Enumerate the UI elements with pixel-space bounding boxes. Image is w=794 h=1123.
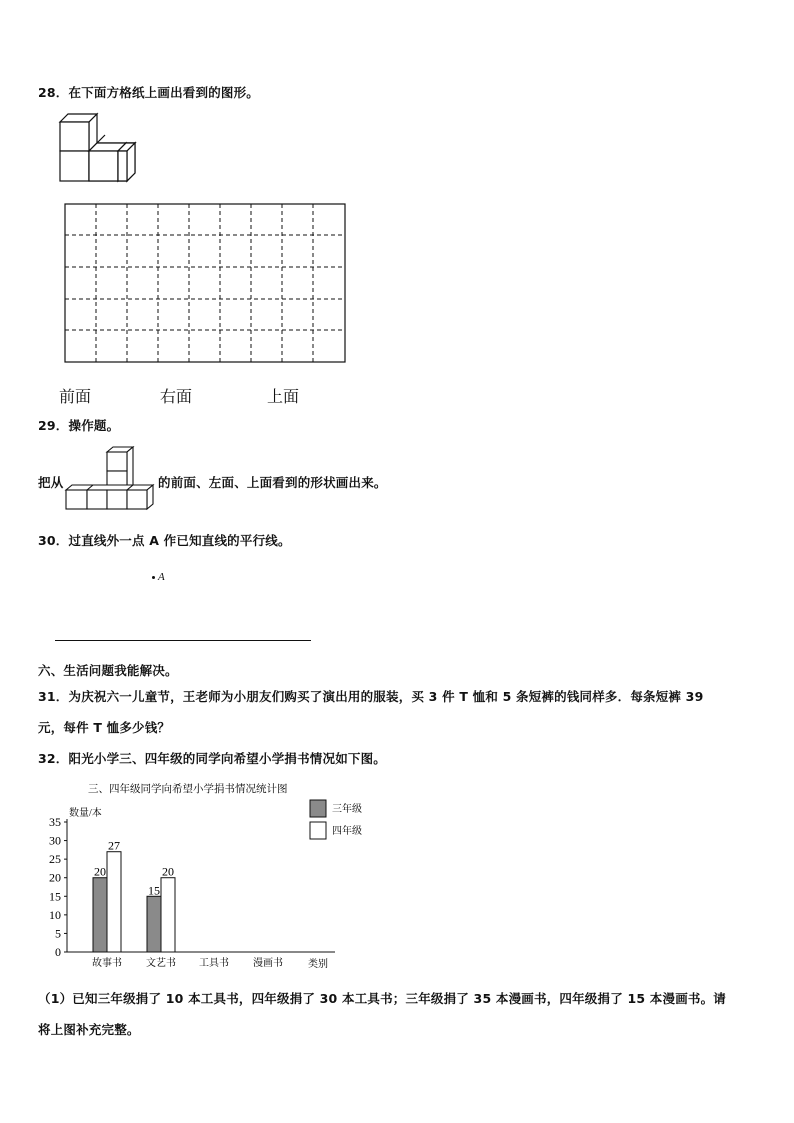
q29-line bbox=[38, 416, 119, 434]
legend-swatch-三年级 bbox=[310, 800, 326, 817]
view-label-front: 前面 bbox=[59, 389, 92, 406]
x-category-label: 工具书 bbox=[199, 958, 229, 969]
given-line bbox=[55, 640, 311, 641]
q28-number: 28． bbox=[38, 85, 69, 100]
x-axis-label: 类别 bbox=[308, 959, 328, 970]
q28-cube-figure bbox=[55, 110, 145, 188]
q32-text: 阳光小学三、四年级的同学向希望小学捐书情况如下图。 bbox=[68, 751, 387, 766]
q32-sub1-line2: 将上图补充完整。 bbox=[38, 1022, 140, 1037]
legend-label: 四年级 bbox=[332, 826, 362, 837]
y-tick-label: 15 bbox=[49, 889, 61, 904]
q31-line2: 元，每件 T 恤多少钱？ bbox=[38, 720, 171, 735]
x-category-label: 文艺书 bbox=[146, 958, 176, 969]
q28-drawing-grid[interactable] bbox=[64, 203, 348, 365]
bar-value-label: 27 bbox=[108, 838, 120, 853]
y-tick-label: 10 bbox=[49, 907, 61, 922]
q28-text: 在下面方格纸上画出看到的图形。 bbox=[68, 85, 260, 100]
bar-value-label: 20 bbox=[162, 864, 174, 879]
q31-text-1: 为庆祝六一儿童节，王老师为小朋友们购买了演出用的服装，买 3 件 T 恤和 5 条短裤的钱同样多．每条短裤 39 bbox=[68, 689, 704, 704]
q29-number: 29． bbox=[38, 418, 69, 433]
y-tick-label: 5 bbox=[55, 926, 61, 941]
q32-sub1-line1: （1）已知三年级捐了 10 本工具书，四年级捐了 30 本工具书；三年级捐了 35 本漫画书，四年级捐了 15 本漫画书。请 bbox=[38, 991, 726, 1006]
q30-number: 30． bbox=[38, 533, 69, 548]
y-tick-label: 30 bbox=[49, 833, 61, 848]
point-a-label: A bbox=[158, 571, 165, 583]
y-tick-label: 25 bbox=[49, 852, 61, 867]
book-donation-chart bbox=[40, 778, 390, 972]
q28-line bbox=[38, 83, 259, 101]
legend-label: 三年级 bbox=[332, 804, 362, 815]
bar-三年级-故事书 bbox=[93, 878, 107, 952]
view-label-right: 右面 bbox=[160, 389, 193, 406]
q31-line1 bbox=[38, 687, 703, 705]
view-label-top: 上面 bbox=[267, 389, 300, 406]
point-a-dot bbox=[152, 576, 155, 579]
bar-四年级-故事书 bbox=[107, 852, 121, 952]
chart-title: 三、四年级同学向希望小学捐书情况统计图 bbox=[88, 784, 288, 795]
section-six-title: 六、生活问题我能解决。 bbox=[38, 663, 178, 678]
legend-swatch-四年级 bbox=[310, 822, 326, 839]
q32-line bbox=[38, 749, 386, 767]
q29-pre-text: 把从 bbox=[38, 475, 64, 490]
bar-value-label: 15 bbox=[148, 883, 160, 898]
bar-四年级-文艺书 bbox=[161, 878, 175, 952]
point-a bbox=[152, 570, 165, 583]
x-category-label: 故事书 bbox=[92, 958, 122, 969]
q31-number: 31． bbox=[38, 689, 69, 704]
y-tick-label: 20 bbox=[49, 870, 61, 885]
bar-value-label: 20 bbox=[94, 864, 106, 879]
x-category-label: 漫画书 bbox=[253, 958, 283, 969]
q29-post-text: 的前面、左面、上面看到的形状画出来。 bbox=[158, 475, 387, 490]
y-tick-label: 0 bbox=[55, 945, 61, 959]
q29-text: 操作题。 bbox=[68, 418, 120, 433]
y-axis-label: 数量/本 bbox=[69, 808, 102, 819]
bar-三年级-文艺书 bbox=[147, 896, 161, 952]
y-tick-label: 35 bbox=[49, 815, 61, 829]
q30-text: 过直线外一点 A 作已知直线的平行线。 bbox=[68, 533, 291, 548]
q30-line bbox=[38, 531, 291, 549]
q29-cube-figure bbox=[64, 444, 159, 514]
q32-number: 32． bbox=[38, 751, 69, 766]
